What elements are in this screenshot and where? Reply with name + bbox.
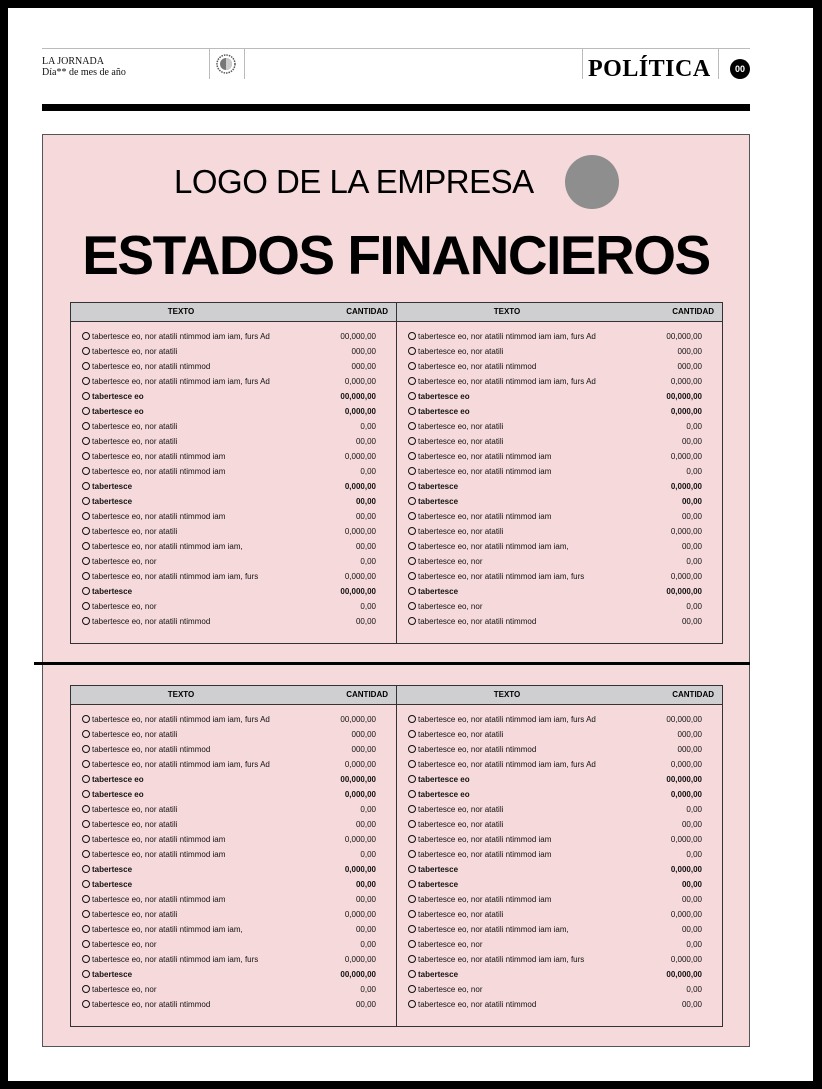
row-label: tabertesce eo [408,772,470,787]
financial-statements-panel [42,134,750,1047]
publication-name: LA JORNADA [42,56,104,67]
table-row [397,509,722,524]
row-label: tabertesce [82,967,132,982]
table-row [397,404,722,419]
row-amount: 0,00 [360,602,376,611]
row-label: tabertesce eo, nor atatili ntimmod iam [408,847,551,862]
table-row [397,614,722,629]
row-label: tabertesce [82,584,132,599]
row-label: tabertesce eo, nor atatili [82,802,177,817]
table-row [71,967,396,982]
row-amount: 00,00 [355,497,376,506]
seal-icon [216,54,236,74]
column-header-text: TEXTO [167,690,195,699]
row-label: tabertesce eo, nor atatili ntimmod iam [82,847,225,862]
table-row [397,464,722,479]
row-amount: 0,000,00 [344,482,376,491]
row-label: tabertesce eo, nor atatili ntimmod iam iam, furs Ad [408,757,596,772]
row-label: tabertesce eo, nor atatili [408,434,503,449]
row-label: tabertesce eo, nor atatili ntimmod iam [82,832,225,847]
row-amount: 0,000,00 [344,835,376,844]
row-amount: 0,000,00 [344,527,376,536]
row-label: tabertesce eo, nor atatili ntimmod [408,359,536,374]
row-label: tabertesce eo, nor atatili [408,907,503,922]
row-amount: 0,000,00 [344,572,376,581]
row-label: tabertesce eo, nor atatili ntimmod [408,614,536,629]
table-row [397,817,722,832]
row-amount: 00,000,00 [666,775,702,784]
table-header [71,686,396,705]
row-amount: 00,00 [355,820,376,829]
table-row [397,742,722,757]
row-amount: 00,000,00 [340,970,376,979]
row-amount: 0,00 [686,940,702,949]
statement-table-block [70,302,723,644]
row-amount: 000,00 [351,730,376,739]
table-row [397,862,722,877]
table-row [397,937,722,952]
table-row [397,584,722,599]
table-row [71,404,396,419]
row-amount: 0,00 [360,850,376,859]
table-row [397,359,722,374]
row-label: tabertesce eo, nor atatili ntimmod iam iam, furs [408,952,584,967]
row-amount: 00,00 [355,617,376,626]
row-amount: 00,00 [681,437,702,446]
table-row [71,892,396,907]
row-amount: 0,000,00 [670,955,702,964]
row-amount: 00,000,00 [340,332,376,341]
row-label: tabertesce eo, nor atatili [82,434,177,449]
row-amount: 00,000,00 [340,392,376,401]
row-amount: 00,00 [681,895,702,904]
row-amount: 00,000,00 [666,587,702,596]
row-amount: 0,00 [686,850,702,859]
column-header-amount: CANTIDAD [672,690,714,699]
row-amount: 000,00 [677,362,702,371]
table-row [71,937,396,952]
row-amount: 00,00 [355,895,376,904]
row-label: tabertesce eo, nor atatili [82,419,177,434]
row-label: tabertesce eo, nor atatili ntimmod iam iam, [408,539,569,554]
table-row [71,817,396,832]
row-amount: 0,000,00 [344,865,376,874]
row-label: tabertesce eo, nor atatili ntimmod iam iam, furs [82,569,258,584]
table-row [71,389,396,404]
table-row [71,742,396,757]
table-row [397,772,722,787]
row-amount: 0,000,00 [670,790,702,799]
row-amount: 0,00 [686,602,702,611]
row-amount: 00,00 [355,880,376,889]
row-amount: 0,000,00 [670,407,702,416]
table-row [71,509,396,524]
row-label: tabertesce eo, nor atatili ntimmod iam [408,892,551,907]
row-label: tabertesce eo, nor [82,937,156,952]
table-row [397,524,722,539]
row-label: tabertesce eo, nor atatili ntimmod iam iam, [82,922,243,937]
row-label: tabertesce eo [82,772,144,787]
row-label: tabertesce eo, nor atatili [408,802,503,817]
row-label: tabertesce eo, nor atatili [82,907,177,922]
table-row [71,344,396,359]
row-amount: 00,00 [355,542,376,551]
row-amount: 000,00 [677,730,702,739]
table-row [71,329,396,344]
row-label: tabertesce eo, nor atatili ntimmod iam iam, furs Ad [82,329,270,344]
row-label: tabertesce eo, nor atatili ntimmod [82,997,210,1012]
table-row [397,554,722,569]
row-label: tabertesce eo, nor atatili ntimmod iam [408,449,551,464]
masthead [42,56,126,78]
table-row [71,757,396,772]
row-label: tabertesce eo, nor atatili ntimmod iam iam, furs Ad [408,374,596,389]
table-row [397,892,722,907]
newspaper-page [8,8,813,1081]
row-label: tabertesce eo, nor atatili [82,817,177,832]
row-amount: 00,000,00 [666,392,702,401]
table-row [397,539,722,554]
row-label: tabertesce [408,877,458,892]
page-number: 00 [730,59,750,79]
row-label: tabertesce eo [82,787,144,802]
table-row [71,712,396,727]
table-row [71,449,396,464]
row-amount: 0,000,00 [670,452,702,461]
table-row [397,494,722,509]
statement-table-right [396,686,722,1026]
row-label: tabertesce eo, nor atatili ntimmod iam iam, furs [82,952,258,967]
row-amount: 0,000,00 [670,482,702,491]
row-label: tabertesce eo, nor atatili [408,727,503,742]
row-amount: 00,00 [681,1000,702,1009]
table-row [397,389,722,404]
row-amount: 0,00 [360,557,376,566]
table-row [71,802,396,817]
row-label: tabertesce eo, nor atatili ntimmod iam iam, furs Ad [82,374,270,389]
table-row [71,907,396,922]
row-label: tabertesce eo, nor [82,599,156,614]
table-row [397,907,722,922]
row-label: tabertesce eo, nor [408,599,482,614]
table-row [71,787,396,802]
row-label: tabertesce eo, nor atatili ntimmod iam iam, furs [408,569,584,584]
row-amount: 0,000,00 [344,910,376,919]
row-label: tabertesce [82,479,132,494]
table-row [71,524,396,539]
table-header [71,303,396,322]
row-label: tabertesce eo, nor atatili ntimmod iam [408,509,551,524]
row-amount: 0,000,00 [344,760,376,769]
row-label: tabertesce eo, nor atatili ntimmod iam [82,509,225,524]
row-amount: 0,00 [686,422,702,431]
table-row [397,787,722,802]
row-amount: 00,000,00 [666,970,702,979]
row-label: tabertesce eo, nor atatili ntimmod iam [82,464,225,479]
table-row [71,569,396,584]
row-label: tabertesce eo, nor atatili ntimmod [408,997,536,1012]
row-label: tabertesce [408,584,458,599]
table-row [397,479,722,494]
column-header-amount: CANTIDAD [672,307,714,316]
row-amount: 0,000,00 [670,910,702,919]
row-label: tabertesce eo, nor atatili [82,344,177,359]
table-row [71,952,396,967]
row-amount: 00,000,00 [340,715,376,724]
row-label: tabertesce eo, nor [408,982,482,997]
row-amount: 0,00 [686,467,702,476]
statement-table-left [71,686,396,1026]
table-row [397,952,722,967]
row-amount: 00,000,00 [666,332,702,341]
table-row [71,374,396,389]
table-row [71,599,396,614]
row-amount: 0,00 [360,467,376,476]
row-amount: 00,000,00 [666,715,702,724]
row-amount: 00,00 [681,512,702,521]
row-label: tabertesce eo, nor atatili ntimmod iam [408,832,551,847]
row-amount: 0,000,00 [344,790,376,799]
header-top-rule [42,48,750,49]
table-row [397,569,722,584]
row-amount: 0,00 [360,805,376,814]
row-amount: 000,00 [677,347,702,356]
row-amount: 0,00 [686,557,702,566]
table-row [71,997,396,1012]
table-row [71,832,396,847]
row-label: tabertesce eo [408,389,470,404]
row-amount: 0,000,00 [670,865,702,874]
row-label: tabertesce eo, nor atatili ntimmod [408,742,536,757]
table-row [397,847,722,862]
logo-placeholder-icon [565,155,619,209]
table-row [397,982,722,997]
row-amount: 00,00 [681,925,702,934]
row-label: tabertesce eo, nor [408,554,482,569]
row-label: tabertesce eo [408,404,470,419]
row-amount: 0,000,00 [670,572,702,581]
statement-table-block [70,685,723,1027]
row-amount: 0,00 [360,985,376,994]
table-row [71,494,396,509]
table-row [71,862,396,877]
row-amount: 00,00 [355,925,376,934]
table-row [71,434,396,449]
row-label: tabertesce eo, nor atatili ntimmod iam iam, furs Ad [408,329,596,344]
table-row [71,419,396,434]
row-label: tabertesce eo, nor atatili ntimmod [82,742,210,757]
column-header-text: TEXTO [493,307,521,316]
row-amount: 0,000,00 [344,452,376,461]
row-label: tabertesce eo, nor atatili [408,344,503,359]
row-label: tabertesce [408,967,458,982]
row-label: tabertesce eo, nor atatili ntimmod iam iam, furs Ad [408,712,596,727]
row-amount: 00,000,00 [340,587,376,596]
row-amount: 0,00 [360,940,376,949]
statement-table-left [71,303,396,643]
table-row [397,877,722,892]
row-label: tabertesce [82,494,132,509]
table-row [397,374,722,389]
company-logo-text: LOGO DE LA EMPRESA [174,163,534,200]
row-label: tabertesce eo, nor atatili ntimmod iam iam, [82,539,243,554]
header-separator [209,48,210,79]
table-row [71,877,396,892]
row-amount: 0,000,00 [344,377,376,386]
table-row [71,982,396,997]
row-label: tabertesce eo, nor atatili ntimmod iam iam, [408,922,569,937]
row-label: tabertesce eo, nor atatili ntimmod iam [408,464,551,479]
column-header-amount: CANTIDAD [346,690,388,699]
row-amount: 000,00 [351,362,376,371]
table-row [71,539,396,554]
row-amount: 0,00 [360,422,376,431]
table-row [397,434,722,449]
table-row [397,967,722,982]
row-amount: 0,000,00 [670,527,702,536]
row-label: tabertesce eo, nor atatili ntimmod iam [82,449,225,464]
row-amount: 00,00 [681,497,702,506]
table-row [397,727,722,742]
column-header-text: TEXTO [167,307,195,316]
table-row [71,359,396,374]
row-amount: 000,00 [351,745,376,754]
row-amount: 000,00 [351,347,376,356]
table-row [397,712,722,727]
row-amount: 00,00 [355,512,376,521]
column-header-text: TEXTO [493,690,521,699]
row-label: tabertesce eo, nor atatili [408,524,503,539]
row-label: tabertesce eo, nor atatili [408,817,503,832]
row-label: tabertesce eo, nor atatili [82,727,177,742]
row-label: tabertesce eo [82,404,144,419]
table-row [397,922,722,937]
row-amount: 0,000,00 [670,377,702,386]
row-amount: 00,00 [681,542,702,551]
row-label: tabertesce eo, nor atatili ntimmod iam iam, furs Ad [82,757,270,772]
column-header-amount: CANTIDAD [346,307,388,316]
row-label: tabertesce eo, nor atatili ntimmod [82,359,210,374]
row-amount: 0,00 [686,985,702,994]
row-label: tabertesce [82,877,132,892]
row-label: tabertesce eo, nor atatili [408,419,503,434]
row-label: tabertesce eo, nor atatili [82,524,177,539]
row-label: tabertesce [408,479,458,494]
row-label: tabertesce eo, nor atatili ntimmod iam iam, furs Ad [82,712,270,727]
header-thick-rule [42,104,750,111]
header-separator [718,48,719,79]
row-amount: 000,00 [677,745,702,754]
table-row [397,329,722,344]
row-label: tabertesce [408,494,458,509]
row-amount: 00,00 [681,820,702,829]
row-label: tabertesce eo, nor [82,982,156,997]
statement-table-right [396,303,722,643]
row-amount: 0,000,00 [344,955,376,964]
issue-date: Día** de mes de año [42,67,126,78]
row-amount: 00,00 [355,437,376,446]
table-row [397,344,722,359]
table-row [71,922,396,937]
table-row [71,772,396,787]
row-label: tabertesce [408,862,458,877]
table-row [71,584,396,599]
table-row [397,997,722,1012]
section-title: POLÍTICA [588,56,711,82]
section-divider [34,662,750,665]
row-amount: 0,00 [686,805,702,814]
table-row [71,614,396,629]
row-amount: 0,000,00 [670,760,702,769]
table-row [397,599,722,614]
table-header [397,303,722,322]
row-label: tabertesce [82,862,132,877]
table-row [71,464,396,479]
table-row [397,449,722,464]
row-label: tabertesce eo [82,389,144,404]
row-amount: 00,00 [681,617,702,626]
table-row [71,727,396,742]
table-row [397,832,722,847]
row-label: tabertesce eo, nor atatili ntimmod [82,614,210,629]
header-separator [582,48,583,79]
table-header [397,686,722,705]
row-amount: 00,00 [681,880,702,889]
table-row [397,757,722,772]
statements-title: ESTADOS FINANCIEROS [82,224,710,286]
table-row [71,554,396,569]
table-row [71,479,396,494]
row-amount: 00,00 [355,1000,376,1009]
header-separator [244,48,245,79]
table-row [71,847,396,862]
row-amount: 00,000,00 [340,775,376,784]
row-label: tabertesce eo, nor atatili ntimmod iam [82,892,225,907]
row-label: tabertesce eo, nor [82,554,156,569]
row-amount: 0,000,00 [344,407,376,416]
row-label: tabertesce eo, nor [408,937,482,952]
row-amount: 0,000,00 [670,835,702,844]
table-row [397,419,722,434]
table-row [397,802,722,817]
row-label: tabertesce eo [408,787,470,802]
